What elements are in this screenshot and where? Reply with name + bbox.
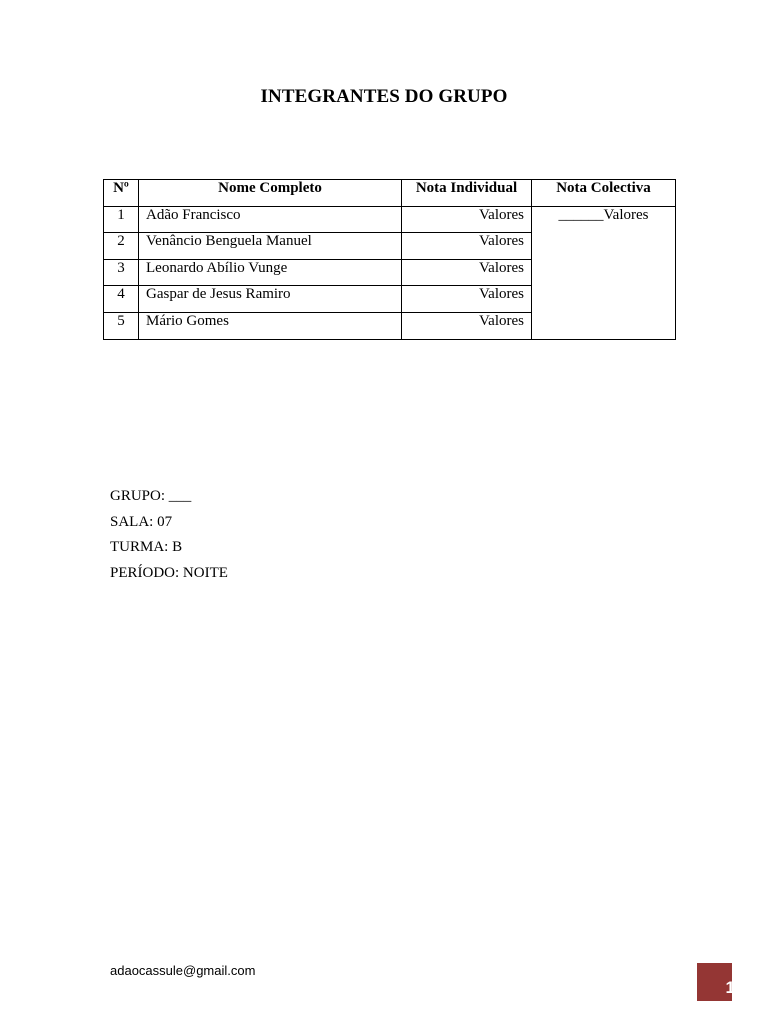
member-name: Adão Francisco: [139, 206, 402, 233]
row-number: 1: [104, 206, 139, 233]
period-line: PERÍODO: NOITE: [110, 564, 228, 581]
member-name: Leonardo Abílio Vunge: [139, 259, 402, 286]
header-collective-grade: Nota Colectiva: [532, 180, 676, 207]
footer-email: adaocassule@gmail.com: [110, 963, 256, 978]
page-number-box: [697, 963, 735, 1001]
collective-grade: ______Valores: [532, 206, 676, 339]
row-number: 4: [104, 286, 139, 313]
member-name: Gaspar de Jesus Ramiro: [139, 286, 402, 313]
page-number: 1: [725, 978, 735, 997]
header-number: Nº: [104, 180, 139, 207]
individual-grade: Valores: [402, 312, 532, 339]
row-number: 2: [104, 233, 139, 260]
class-line: TURMA: B: [110, 539, 183, 555]
group-line: GRUPO: ___: [110, 488, 192, 504]
individual-grade: Valores: [402, 259, 532, 286]
header-individual-grade: Nota Individual: [402, 180, 532, 207]
room-line: SALA: 07: [110, 513, 173, 530]
individual-grade: Valores: [402, 286, 532, 313]
member-name: Mário Gomes: [139, 312, 402, 339]
individual-grade: Valores: [402, 233, 532, 260]
row-number: 5: [104, 312, 139, 339]
table-row: [104, 206, 676, 233]
table-header-row: [104, 180, 676, 207]
members-table: [103, 179, 676, 340]
group-info: [110, 484, 228, 586]
document-title: INTEGRANTES DO GRUPO: [260, 86, 508, 107]
header-full-name: Nome Completo: [139, 180, 402, 207]
member-name: Venâncio Benguela Manuel: [139, 233, 402, 260]
individual-grade: Valores: [402, 206, 532, 233]
row-number: 3: [104, 259, 139, 286]
